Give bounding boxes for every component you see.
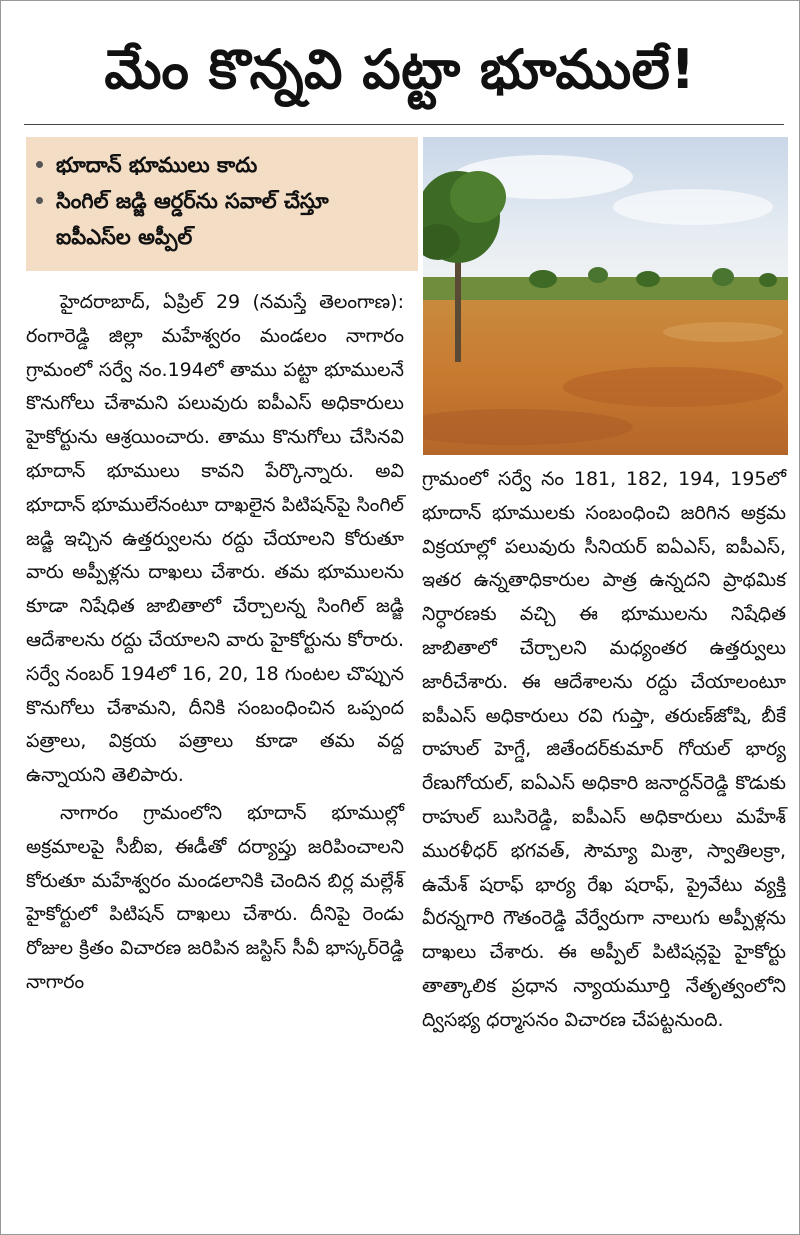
shrub xyxy=(759,273,777,287)
headline: మేం కొన్నవి పట్టా భూములే! xyxy=(104,38,696,101)
shrub xyxy=(588,267,608,283)
landscape-photo xyxy=(423,137,788,455)
paragraph: హైదరాబాద్, ఏప్రిల్ 29 (నమస్తే తెలంగాణ): రంగారెడ్డి జిల్లా మహేశ్వరం మండలం నాగారం గ్రామంలో సర్వే నం.194లో తాము పట్టా భూములనే కొనుగోలు చేశామని పలువురు ఐపీఎస్ అధికారులు హైకోర్టును ఆశ్రయించారు. తాము కొనుగోలు చేసినవి భూదాన్ భూములు కావని పేర్కొన్నారు. అవి భూదాన్ భూములేనంటూ దాఖలైన పిటిషన్‌పై సింగిల్ జడ్జి ఇచ్చిన ఉత్తర్వులను రద్దు చేయాలని కోరుతూ వారు అప్పీళ్లను దాఖలు చేశారు. తమ భూములను కూడా నిషేధిత జాబితాలో చేర్చాలన్న సింగిల్ జడ్జి ఆదేశాలను రద్దు చేయాలని వారు హైకోర్టును కోరారు. సర్వే నంబర్ 194లో 16, 20, 18 గుంటల చొప్పున కొనుగోలు చేశామని, దీనికి సంబంధించిన ఒప్పంద పత్రాలు, విక్రయ పత్రాలు కూడా తమ వద్ద ఉన్నాయని తెలిపారు. xyxy=(26,291,404,787)
article-body-left xyxy=(26,286,404,1000)
article-body-right xyxy=(422,463,786,1038)
paragraph: నాగారం గ్రామంలోని భూదాన్ భూముల్లో అక్రమాలపై సీబీఐ, ఈడీతో దర్యాప్తు జరిపించాలని కోరుతూ మహేశ్వరం మండలానికి చెందిన బిర్ల మల్లేశ్ హైకోర్టులో పిటిషన్ దాఖలు చేశారు. దీనిపై రెండు రోజుల క్రితం విచారణ జరిపిన జస్టిస్ సీవీ భాస్కర్‌రెడ్డి నాగారం xyxy=(26,801,404,993)
soil-patch xyxy=(563,367,783,407)
shrub xyxy=(636,271,660,287)
subheads-box xyxy=(26,137,418,271)
shrub xyxy=(529,270,557,288)
subhead-1-text: భూదాన్ భూములు కాదు xyxy=(56,153,258,177)
subhead-1 xyxy=(56,147,404,183)
shrub xyxy=(712,268,734,286)
subhead-2 xyxy=(56,183,404,255)
tree-canopy xyxy=(450,171,506,223)
subhead-2-text: సింగిల్ జడ్జి ఆర్డర్‌ను సవాల్ చేస్తూ ఐపీఎస్‌ల అప్పీల్ xyxy=(56,189,329,249)
cloud xyxy=(613,189,773,225)
bullet-icon xyxy=(36,197,43,204)
soil-patch xyxy=(663,322,783,342)
bullet-icon xyxy=(36,161,43,168)
headline-rule xyxy=(24,124,784,125)
paragraph: గ్రామంలో సర్వే నం 181, 182, 194, 195లో భూదాన్ భూములకు సంబంధించి జరిగిన అక్రమ విక్రయాల్లో పలువురు సీనియర్ ఐఏఎస్, ఐపీఎస్, ఇతర ఉన్నతాధికారుల పాత్ర ఉన్నదని ప్రాథమిక నిర్ధారణకు వచ్చి ఈ భూములను నిషేధిత జాబితాలో చేర్చాలని మధ్యంతర ఉత్తర్వులు జారీచేశారు. ఈ ఆదేశాలను రద్దు చేయాలంటూ ఐపీఎస్ అధికారులు రవి గుప్తా, తరుణ్‌జోషి, బీకే రాహుల్ హెగ్డే, జితేందర్‌కుమార్ గోయల్ భార్య రేణుగోయల్, ఐఏఎస్ అధికారి జనార్దన్‌రెడ్డి కొడుకు రాహుల్ బుసిరెడ్డి, ఐపీఎస్ అధికారులు మహేశ్ మురళీధర్ భగవత్, సౌమ్యా మిశ్రా, స్వాతిలక్రా, ఉమేశ్ షరాఫ్ భార్య రేఖ షరాఫ్, ప్రైవేటు వ్యక్తి వీరన్నగారి గౌతంరెడ్డి వేర్వేరుగా నాలుగు అప్పీళ్లను దాఖలు చేశారు. ఈ అప్పీల్ పిటిషన్లపై హైకోర్టు తాత్కాలిక ప్రధాన న్యాయమూర్తి నేతృత్వంలోని ద్విసభ్య ధర్మాసనం విచారణ చేపట్టనుంది. xyxy=(422,468,786,1031)
